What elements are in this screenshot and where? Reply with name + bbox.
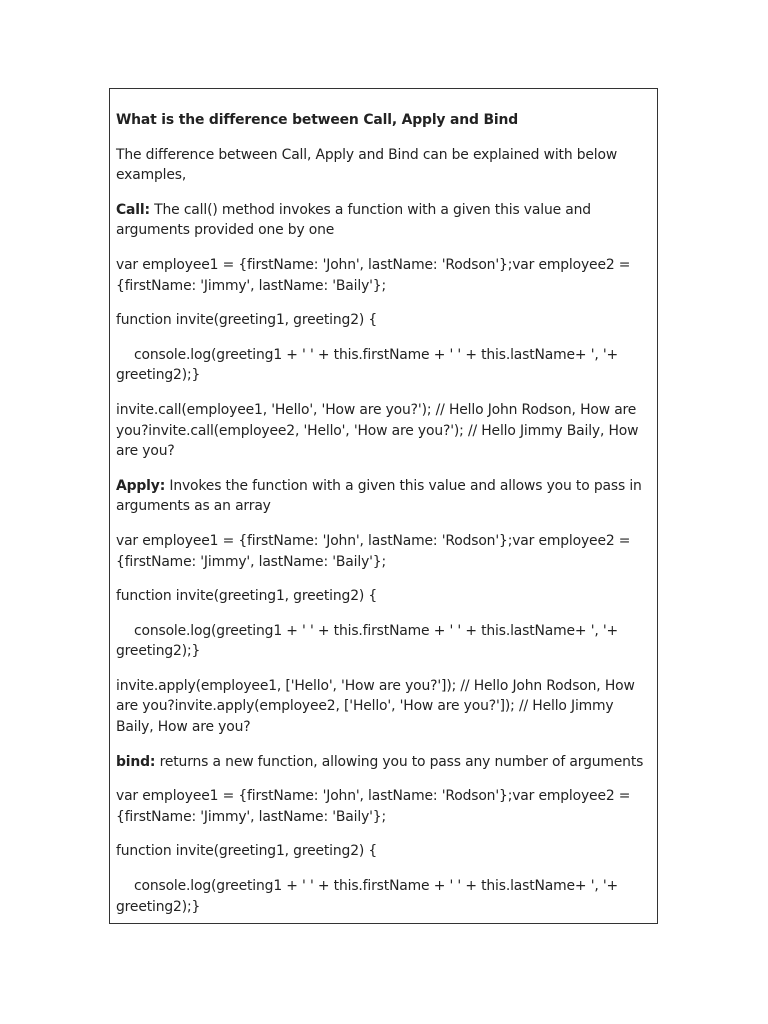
bind-definition	[116, 752, 651, 773]
call-code-usage: invite.call(employee1, 'Hello', 'How are you?'); // Hello John Rodson, How are you?invite.call(employee2, 'Hello', 'How are you?'); // Hello Jimmy Baily, How are you?	[116, 401, 639, 460]
document-title: What is the difference between Call, Apply and Bind	[116, 112, 519, 128]
apply-code-declaration: var employee1 = {firstName: 'John', lastName: 'Rodson'};var employee2 = {firstName: 'Jimmy', lastName: 'Baily'};	[116, 532, 631, 570]
apply-code-body	[116, 621, 651, 662]
call-definition	[116, 200, 651, 241]
bind-code-body	[116, 876, 651, 917]
apply-description: Invokes the function with a given this value and allows you to pass in arguments as an array	[116, 477, 642, 515]
call-code-body-text: console.log(greeting1 + ' ' + this.firstName + ' ' + this.lastName+ ', '+ greeting2);}	[116, 346, 619, 384]
call-description: The call() method invokes a function with a given this value and arguments provided one by one	[116, 201, 591, 239]
call-code-body	[116, 345, 651, 386]
bind-code-declaration: var employee1 = {firstName: 'John', lastName: 'Rodson'};var employee2 = {firstName: 'Jimmy', lastName: 'Baily'};	[116, 788, 631, 825]
bind-code-body-text: console.log(greeting1 + ' ' + this.firstName + ' ' + this.lastName+ ', '+ greeting2);}	[116, 878, 619, 915]
document-page	[109, 88, 658, 924]
apply-code-function: function invite(greeting1, greeting2) {	[116, 588, 378, 605]
bind-description: returns a new function, allowing you to pass any number of arguments	[155, 753, 644, 770]
call-code-function: function invite(greeting1, greeting2) {	[116, 312, 378, 329]
call-code-declaration: var employee1 = {firstName: 'John', lastName: 'Rodson'};var employee2 = {firstName: 'Jimmy', lastName: 'Baily'};	[116, 256, 631, 294]
intro-paragraph: The difference between Call, Apply and Bind can be explained with below examples,	[116, 146, 618, 184]
apply-definition	[116, 476, 651, 517]
bind-term: bind:	[116, 753, 156, 770]
apply-code-usage: invite.apply(employee1, ['Hello', 'How are you?']); // Hello John Rodson, How are you?invite.apply(employee2, ['Hello', 'How are you?']); // Hello Jimmy Baily, How are you?	[116, 677, 635, 736]
apply-term: Apply:	[116, 477, 166, 494]
call-term: Call:	[116, 201, 150, 218]
bind-code-function: function invite(greeting1, greeting2) {	[116, 843, 378, 860]
apply-code-body-text: console.log(greeting1 + ' ' + this.firstName + ' ' + this.lastName+ ', '+ greeting2);}	[116, 622, 619, 660]
